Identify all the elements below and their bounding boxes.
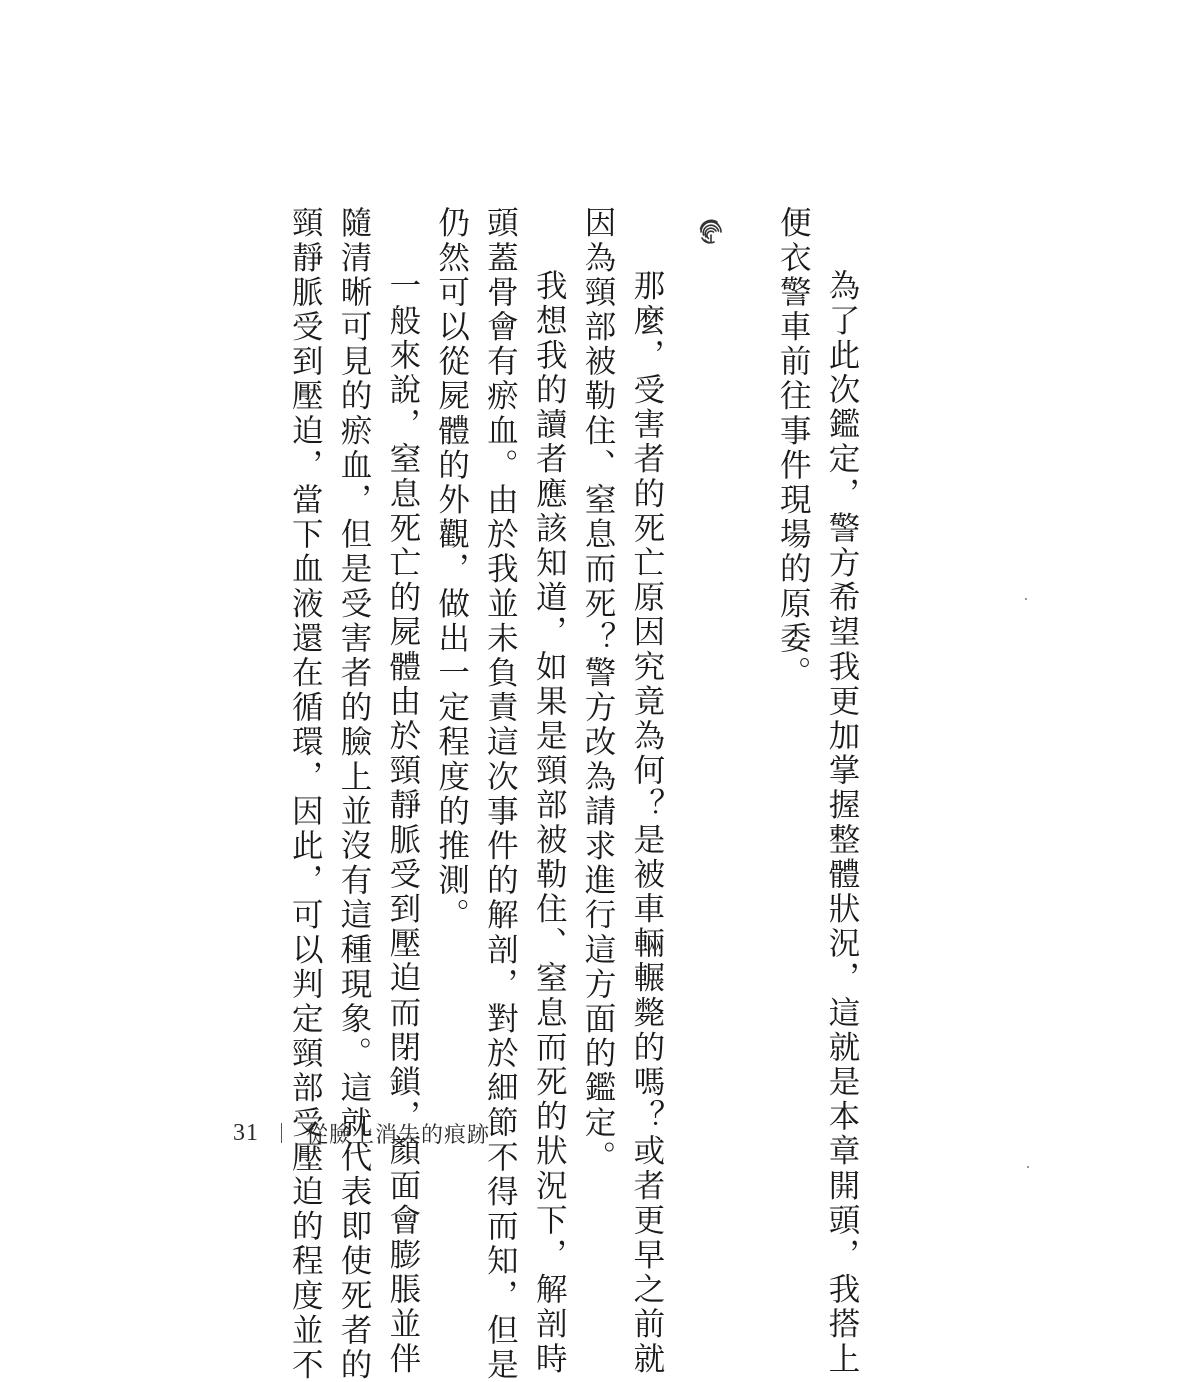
section-break: [671, 206, 769, 966]
page-number: 31: [233, 1119, 259, 1146]
paragraph-line: 我想我的讀者應該知道，如果是頸部被勒住、窒息而死的狀況下，解剖時: [531, 269, 568, 1377]
fingerprint-icon: [697, 218, 725, 246]
paragraph-line: 頭蓋骨會有瘀血。由於我並未負責這次事件的解剖，對於細節不得而知，但是: [482, 206, 519, 1382]
paragraph-line: 仍然可以從屍體的外觀，做出一定程度的推測。: [433, 206, 470, 933]
scan-speck: [1025, 598, 1027, 600]
paragraph-line: 便衣警車前往事件現場的原委。: [775, 206, 812, 691]
paragraph-line: 那麼，受害者的死亡原因究竟為何？是被車輛輾斃的嗎？或者更早之前就: [628, 269, 665, 1377]
running-title: 從臉上消失的痕跡: [306, 1121, 491, 1147]
paragraph-line: 一般來說，窒息死亡的屍體由於頸靜脈受到壓迫而閉鎖，顏面會膨脹並伴: [384, 269, 421, 1377]
paragraph-line: 頸靜脈受到壓迫，當下血液還在循環，因此，可以判定頸部受壓迫的程度並不: [287, 206, 324, 1382]
paragraph-line: 為了此次鑑定，警方希望我更加掌握整體狀況，這就是本章開頭，我搭上: [824, 269, 860, 1377]
scan-speck: [1027, 1166, 1029, 1168]
footer-divider: [281, 1123, 282, 1143]
paragraph-line: 隨清晰可見的瘀血，但是受害者的臉上並沒有這種現象。這就代表即使死者的: [336, 206, 373, 1382]
page-footer: [233, 1117, 490, 1149]
paragraph-line: 因為頸部被勒住、窒息而死？警方改為請求進行這方面的鑑定。: [580, 206, 617, 1175]
